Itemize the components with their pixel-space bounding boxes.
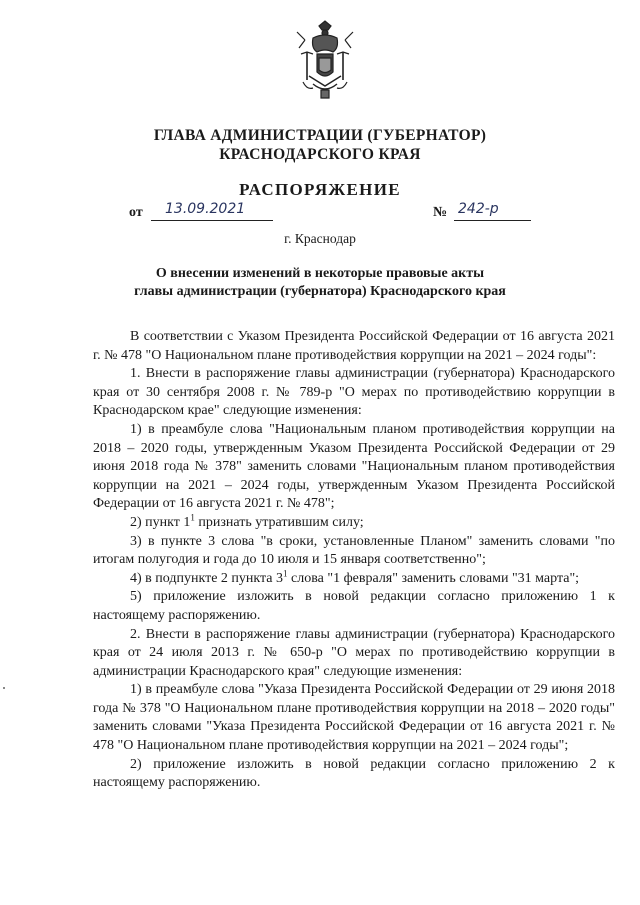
date-value: 13.09.2021 xyxy=(165,201,246,217)
paragraph-item-1-4: 4) в подпункте 2 пункта $3^1$ слова "1 февраля" заменить словами "31 марта"; xyxy=(130,568,580,586)
paragraph-item-2: 2. Внести в распоряжение главы администрации (губернатора) Краснодарского края от 24 июля 2013 г. № 650-р "О мерах по противодействию коррупции в администрации Краснодарского края" следующие изменения: xyxy=(93,626,615,679)
document-title-line-2: главы администрации (губернатора) Краснодарского края xyxy=(134,284,506,299)
issuer-line-1: ГЛАВА АДМИНИСТРАЦИИ (ГУБЕРНАТОР) xyxy=(153,127,487,144)
paragraph-item-2-1: 1) в преамбуле слова "Указа Президента Российской Федерации от 29 июня 2018 года № 378 "О Национальном плане противодействия коррупции на 2018 – 2020 годы" заменить словами "Указа Президента Российской Федерации от 16 августа 2021 г. № 478 "О Национальном плане противодействия коррупции на 2021 – 2024 годы"; xyxy=(93,682,615,754)
paragraph-item-1: 1. Внести в распоряжение главы администрации (губернатора) Краснодарского края от 30 сентября 2008 г. № 789-р "О мерах по противодействию коррупции в Краснодарском крае" следующие изменения: xyxy=(93,366,615,419)
date-label: от xyxy=(129,205,143,220)
number-value: 242-р xyxy=(458,201,499,217)
krasnodar-coat-of-arms-icon xyxy=(293,18,357,102)
city: г. Краснодар xyxy=(284,231,356,246)
issuer-line-2: КРАСНОДАРСКОГО КРАЯ xyxy=(219,146,421,163)
date-field xyxy=(151,201,273,221)
paragraph-item-1-3: 3) в пункте 3 слова "в сроки, установленные Планом" заменить словами "по итогам полугодия и года до 10 июля и 15 января соответственно"; xyxy=(93,533,615,568)
scan-edge-mark xyxy=(3,687,5,689)
paragraph-item-1-1: 1) в преамбуле слова "Национальным планом противодействия коррупции на 2018 – 2020 годы, утвержденным Указом Президента Российской Федерации от 29 июня 2018 года № 378" заменить словами "Национальным планом противодействия коррупции на 2021 – 2024 годы, утвержденным Указом Президента Российской Федерации от 16 августа 2021 г. № 478"; xyxy=(93,421,615,512)
document-body xyxy=(93,328,615,793)
number-field xyxy=(454,201,531,221)
paragraph-preamble: В соответствии с Указом Президента Российской Федерации от 16 августа 2021 г. № 478 "О Национальном плане противодействия коррупции на 2021 – 2024 годы": xyxy=(93,329,615,363)
number-label: № xyxy=(433,205,448,220)
paragraph-item-1-5: 5) приложение изложить в новой редакции согласно приложению 1 к настоящему распоряжению. xyxy=(93,589,615,623)
document-type: РАСПОРЯЖЕНИЕ xyxy=(239,180,401,199)
paragraph-item-1-2: 2) пункт $1^1$ признать утратившим силу; xyxy=(130,512,364,530)
document-title-line-1: О внесении изменений в некоторые правовые акты xyxy=(155,266,485,281)
paragraph-item-2-2: 2) приложение изложить в новой редакции согласно приложению 2 к настоящему распоряжению. xyxy=(93,756,615,791)
